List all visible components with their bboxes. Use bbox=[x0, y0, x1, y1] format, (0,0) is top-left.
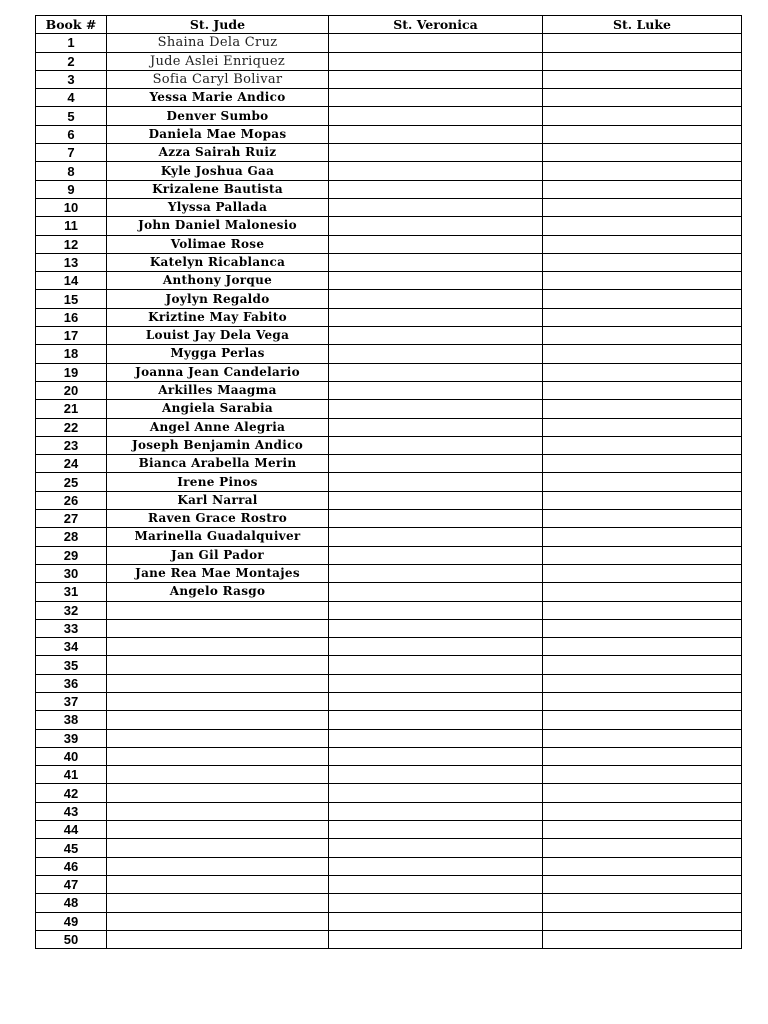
st-jude-cell bbox=[107, 711, 329, 729]
st-jude-cell: Yessa Marie Andico bbox=[107, 89, 329, 107]
book-number-cell: 4 bbox=[36, 89, 107, 107]
st-veronica-cell bbox=[329, 327, 543, 345]
table-row bbox=[36, 821, 742, 839]
table-row bbox=[36, 729, 742, 747]
st-luke-cell bbox=[543, 308, 742, 326]
table-row bbox=[36, 857, 742, 875]
st-luke-cell bbox=[543, 894, 742, 912]
st-luke-cell bbox=[543, 802, 742, 820]
st-veronica-cell bbox=[329, 89, 543, 107]
table-row bbox=[36, 583, 742, 601]
book-number-cell: 50 bbox=[36, 930, 107, 948]
st-veronica-cell bbox=[329, 784, 543, 802]
table-row bbox=[36, 692, 742, 710]
st-jude-cell: Daniela Mae Mopas bbox=[107, 125, 329, 143]
st-luke-cell bbox=[543, 821, 742, 839]
st-luke-cell bbox=[543, 601, 742, 619]
st-jude-cell: Joylyn Regaldo bbox=[107, 290, 329, 308]
table-row bbox=[36, 253, 742, 271]
table-row bbox=[36, 400, 742, 418]
st-jude-header: St. Jude bbox=[107, 16, 329, 34]
st-jude-cell: Arkilles Maagma bbox=[107, 381, 329, 399]
table-row bbox=[36, 546, 742, 564]
book-number-cell: 1 bbox=[36, 34, 107, 52]
st-jude-cell bbox=[107, 619, 329, 637]
st-jude-cell bbox=[107, 875, 329, 893]
st-veronica-cell bbox=[329, 729, 543, 747]
st-veronica-cell bbox=[329, 418, 543, 436]
st-luke-cell bbox=[543, 70, 742, 88]
st-veronica-cell bbox=[329, 162, 543, 180]
st-jude-cell: Volimae Rose bbox=[107, 235, 329, 253]
st-veronica-cell bbox=[329, 290, 543, 308]
st-jude-cell bbox=[107, 839, 329, 857]
st-veronica-cell bbox=[329, 510, 543, 528]
st-jude-cell: Angelo Rasgo bbox=[107, 583, 329, 601]
st-luke-cell bbox=[543, 564, 742, 582]
st-veronica-cell bbox=[329, 381, 543, 399]
book-number-cell: 32 bbox=[36, 601, 107, 619]
table-row bbox=[36, 766, 742, 784]
table-row bbox=[36, 308, 742, 326]
st-veronica-cell bbox=[329, 692, 543, 710]
book-number-header: Book # bbox=[36, 16, 107, 34]
table-row bbox=[36, 674, 742, 692]
book-number-cell: 23 bbox=[36, 436, 107, 454]
st-luke-cell bbox=[543, 839, 742, 857]
table-row bbox=[36, 473, 742, 491]
book-number-cell: 14 bbox=[36, 272, 107, 290]
st-jude-cell: Anthony Jorque bbox=[107, 272, 329, 290]
table-row bbox=[36, 381, 742, 399]
roster-rows bbox=[36, 34, 742, 949]
st-veronica-cell bbox=[329, 674, 543, 692]
st-luke-cell bbox=[543, 327, 742, 345]
book-number-cell: 48 bbox=[36, 894, 107, 912]
book-number-cell: 3 bbox=[36, 70, 107, 88]
st-luke-cell bbox=[543, 162, 742, 180]
table-row bbox=[36, 619, 742, 637]
st-luke-cell bbox=[543, 546, 742, 564]
st-veronica-header: St. Veronica bbox=[329, 16, 543, 34]
st-veronica-cell bbox=[329, 766, 543, 784]
table-row bbox=[36, 363, 742, 381]
st-jude-cell: Raven Grace Rostro bbox=[107, 510, 329, 528]
st-veronica-cell bbox=[329, 400, 543, 418]
st-jude-cell: Kyle Joshua Gaa bbox=[107, 162, 329, 180]
st-jude-cell bbox=[107, 930, 329, 948]
st-veronica-cell bbox=[329, 711, 543, 729]
table-row bbox=[36, 235, 742, 253]
st-jude-cell bbox=[107, 638, 329, 656]
header-row bbox=[36, 16, 742, 34]
book-number-cell: 24 bbox=[36, 455, 107, 473]
st-luke-cell bbox=[543, 491, 742, 509]
st-luke-cell bbox=[543, 363, 742, 381]
table-row bbox=[36, 217, 742, 235]
st-veronica-cell bbox=[329, 34, 543, 52]
st-jude-cell bbox=[107, 692, 329, 710]
book-number-cell: 7 bbox=[36, 144, 107, 162]
table-row bbox=[36, 89, 742, 107]
st-veronica-cell bbox=[329, 747, 543, 765]
st-jude-cell bbox=[107, 656, 329, 674]
st-veronica-cell bbox=[329, 125, 543, 143]
book-number-cell: 6 bbox=[36, 125, 107, 143]
book-number-cell: 13 bbox=[36, 253, 107, 271]
st-veronica-cell bbox=[329, 272, 543, 290]
st-veronica-cell bbox=[329, 217, 543, 235]
st-veronica-cell bbox=[329, 235, 543, 253]
st-jude-cell: Sofia Caryl Bolivar bbox=[107, 70, 329, 88]
table-row bbox=[36, 638, 742, 656]
st-jude-cell: Angiela Sarabia bbox=[107, 400, 329, 418]
st-luke-cell bbox=[543, 418, 742, 436]
table-row bbox=[36, 784, 742, 802]
st-luke-cell bbox=[543, 144, 742, 162]
book-number-cell: 36 bbox=[36, 674, 107, 692]
table-row bbox=[36, 162, 742, 180]
st-veronica-cell bbox=[329, 144, 543, 162]
table-row bbox=[36, 601, 742, 619]
table-row bbox=[36, 345, 742, 363]
st-veronica-cell bbox=[329, 821, 543, 839]
table-row bbox=[36, 107, 742, 125]
st-jude-cell: Louist Jay Dela Vega bbox=[107, 327, 329, 345]
table-row bbox=[36, 510, 742, 528]
st-veronica-cell bbox=[329, 52, 543, 70]
st-luke-cell bbox=[543, 692, 742, 710]
book-number-cell: 20 bbox=[36, 381, 107, 399]
st-veronica-cell bbox=[329, 875, 543, 893]
book-number-cell: 26 bbox=[36, 491, 107, 509]
st-luke-cell bbox=[543, 583, 742, 601]
book-number-cell: 47 bbox=[36, 875, 107, 893]
table-row bbox=[36, 34, 742, 52]
roster-table bbox=[35, 15, 742, 949]
book-number-cell: 18 bbox=[36, 345, 107, 363]
st-jude-cell bbox=[107, 894, 329, 912]
st-veronica-cell bbox=[329, 180, 543, 198]
table-row bbox=[36, 144, 742, 162]
st-veronica-cell bbox=[329, 455, 543, 473]
table-row bbox=[36, 930, 742, 948]
st-luke-cell bbox=[543, 253, 742, 271]
st-luke-cell bbox=[543, 217, 742, 235]
st-luke-cell bbox=[543, 875, 742, 893]
st-jude-cell: Joanna Jean Candelario bbox=[107, 363, 329, 381]
st-luke-cell bbox=[543, 89, 742, 107]
book-number-cell: 43 bbox=[36, 802, 107, 820]
st-luke-cell bbox=[543, 198, 742, 216]
st-jude-cell: Denver Sumbo bbox=[107, 107, 329, 125]
st-jude-cell: Jude Aslei Enriquez bbox=[107, 52, 329, 70]
st-jude-cell bbox=[107, 784, 329, 802]
st-luke-cell bbox=[543, 711, 742, 729]
st-jude-cell bbox=[107, 857, 329, 875]
st-jude-cell: John Daniel Malonesio bbox=[107, 217, 329, 235]
st-veronica-cell bbox=[329, 857, 543, 875]
st-luke-cell bbox=[543, 436, 742, 454]
table-row bbox=[36, 180, 742, 198]
st-veronica-cell bbox=[329, 107, 543, 125]
table-row bbox=[36, 839, 742, 857]
table-row bbox=[36, 912, 742, 930]
st-jude-cell bbox=[107, 729, 329, 747]
st-jude-cell: Krizalene Bautista bbox=[107, 180, 329, 198]
book-number-cell: 37 bbox=[36, 692, 107, 710]
st-jude-cell bbox=[107, 601, 329, 619]
book-number-cell: 34 bbox=[36, 638, 107, 656]
st-luke-cell bbox=[543, 107, 742, 125]
st-luke-cell bbox=[543, 747, 742, 765]
st-veronica-cell bbox=[329, 345, 543, 363]
book-number-cell: 19 bbox=[36, 363, 107, 381]
st-luke-cell bbox=[543, 729, 742, 747]
book-number-cell: 28 bbox=[36, 528, 107, 546]
st-jude-cell: Kriztine May Fabito bbox=[107, 308, 329, 326]
st-jude-cell: Ylyssa Pallada bbox=[107, 198, 329, 216]
st-luke-cell bbox=[543, 674, 742, 692]
book-number-cell: 39 bbox=[36, 729, 107, 747]
st-luke-cell bbox=[543, 473, 742, 491]
book-number-cell: 42 bbox=[36, 784, 107, 802]
book-number-cell: 44 bbox=[36, 821, 107, 839]
book-number-cell: 45 bbox=[36, 839, 107, 857]
book-number-cell: 46 bbox=[36, 857, 107, 875]
st-veronica-cell bbox=[329, 436, 543, 454]
book-number-cell: 17 bbox=[36, 327, 107, 345]
table-row bbox=[36, 802, 742, 820]
book-number-cell: 29 bbox=[36, 546, 107, 564]
table-row bbox=[36, 70, 742, 88]
book-number-cell: 27 bbox=[36, 510, 107, 528]
st-jude-cell: Karl Narral bbox=[107, 491, 329, 509]
book-number-cell: 2 bbox=[36, 52, 107, 70]
st-veronica-cell bbox=[329, 912, 543, 930]
book-number-cell: 35 bbox=[36, 656, 107, 674]
table-row bbox=[36, 418, 742, 436]
st-veronica-cell bbox=[329, 363, 543, 381]
st-luke-cell bbox=[543, 125, 742, 143]
st-luke-header: St. Luke bbox=[543, 16, 742, 34]
book-number-cell: 40 bbox=[36, 747, 107, 765]
st-luke-cell bbox=[543, 400, 742, 418]
book-number-cell: 16 bbox=[36, 308, 107, 326]
st-luke-cell bbox=[543, 912, 742, 930]
st-jude-cell: Marinella Guadalquiver bbox=[107, 528, 329, 546]
table-row bbox=[36, 198, 742, 216]
st-veronica-cell bbox=[329, 583, 543, 601]
st-luke-cell bbox=[543, 381, 742, 399]
st-jude-cell: Bianca Arabella Merin bbox=[107, 455, 329, 473]
table-row bbox=[36, 747, 742, 765]
st-jude-cell: Azza Sairah Ruiz bbox=[107, 144, 329, 162]
st-luke-cell bbox=[543, 272, 742, 290]
st-veronica-cell bbox=[329, 601, 543, 619]
book-number-cell: 11 bbox=[36, 217, 107, 235]
book-number-cell: 15 bbox=[36, 290, 107, 308]
st-veronica-cell bbox=[329, 308, 543, 326]
st-jude-cell: Jan Gil Pador bbox=[107, 546, 329, 564]
st-veronica-cell bbox=[329, 802, 543, 820]
st-luke-cell bbox=[543, 857, 742, 875]
st-jude-cell: Joseph Benjamin Andico bbox=[107, 436, 329, 454]
table-row bbox=[36, 272, 742, 290]
st-jude-cell: Angel Anne Alegria bbox=[107, 418, 329, 436]
st-luke-cell bbox=[543, 345, 742, 363]
book-number-cell: 41 bbox=[36, 766, 107, 784]
table-row bbox=[36, 125, 742, 143]
st-luke-cell bbox=[543, 930, 742, 948]
st-luke-cell bbox=[543, 619, 742, 637]
st-jude-cell bbox=[107, 802, 329, 820]
st-jude-cell bbox=[107, 912, 329, 930]
st-luke-cell bbox=[543, 784, 742, 802]
book-number-cell: 21 bbox=[36, 400, 107, 418]
st-luke-cell bbox=[543, 656, 742, 674]
st-veronica-cell bbox=[329, 638, 543, 656]
st-luke-cell bbox=[543, 455, 742, 473]
table-row bbox=[36, 436, 742, 454]
book-number-cell: 49 bbox=[36, 912, 107, 930]
st-luke-cell bbox=[543, 638, 742, 656]
st-luke-cell bbox=[543, 766, 742, 784]
st-veronica-cell bbox=[329, 930, 543, 948]
st-jude-cell bbox=[107, 821, 329, 839]
st-veronica-cell bbox=[329, 564, 543, 582]
book-number-cell: 10 bbox=[36, 198, 107, 216]
st-veronica-cell bbox=[329, 894, 543, 912]
st-veronica-cell bbox=[329, 491, 543, 509]
st-veronica-cell bbox=[329, 619, 543, 637]
table-row bbox=[36, 564, 742, 582]
st-veronica-cell bbox=[329, 253, 543, 271]
table-row bbox=[36, 455, 742, 473]
st-veronica-cell bbox=[329, 473, 543, 491]
st-jude-cell: Katelyn Ricablanca bbox=[107, 253, 329, 271]
book-number-cell: 33 bbox=[36, 619, 107, 637]
table-row bbox=[36, 290, 742, 308]
st-veronica-cell bbox=[329, 546, 543, 564]
book-number-cell: 8 bbox=[36, 162, 107, 180]
st-veronica-cell bbox=[329, 528, 543, 546]
book-number-cell: 22 bbox=[36, 418, 107, 436]
st-luke-cell bbox=[543, 52, 742, 70]
st-luke-cell bbox=[543, 510, 742, 528]
st-jude-cell: Jane Rea Mae Montajes bbox=[107, 564, 329, 582]
st-veronica-cell bbox=[329, 839, 543, 857]
st-jude-cell: Mygga Perlas bbox=[107, 345, 329, 363]
st-jude-cell bbox=[107, 747, 329, 765]
st-veronica-cell bbox=[329, 198, 543, 216]
table-row bbox=[36, 894, 742, 912]
book-number-cell: 38 bbox=[36, 711, 107, 729]
st-jude-cell bbox=[107, 766, 329, 784]
st-jude-cell: Irene Pinos bbox=[107, 473, 329, 491]
book-number-cell: 9 bbox=[36, 180, 107, 198]
table-row bbox=[36, 327, 742, 345]
st-veronica-cell bbox=[329, 70, 543, 88]
st-luke-cell bbox=[543, 34, 742, 52]
st-luke-cell bbox=[543, 180, 742, 198]
book-number-cell: 30 bbox=[36, 564, 107, 582]
st-jude-cell: Shaina Dela Cruz bbox=[107, 34, 329, 52]
table-row bbox=[36, 875, 742, 893]
book-number-cell: 12 bbox=[36, 235, 107, 253]
table-row bbox=[36, 711, 742, 729]
st-veronica-cell bbox=[329, 656, 543, 674]
book-number-cell: 25 bbox=[36, 473, 107, 491]
st-luke-cell bbox=[543, 290, 742, 308]
table-row bbox=[36, 656, 742, 674]
st-jude-cell bbox=[107, 674, 329, 692]
book-number-cell: 5 bbox=[36, 107, 107, 125]
table-row bbox=[36, 491, 742, 509]
table-row bbox=[36, 528, 742, 546]
table-row bbox=[36, 52, 742, 70]
st-luke-cell bbox=[543, 235, 742, 253]
book-number-cell: 31 bbox=[36, 583, 107, 601]
st-luke-cell bbox=[543, 528, 742, 546]
